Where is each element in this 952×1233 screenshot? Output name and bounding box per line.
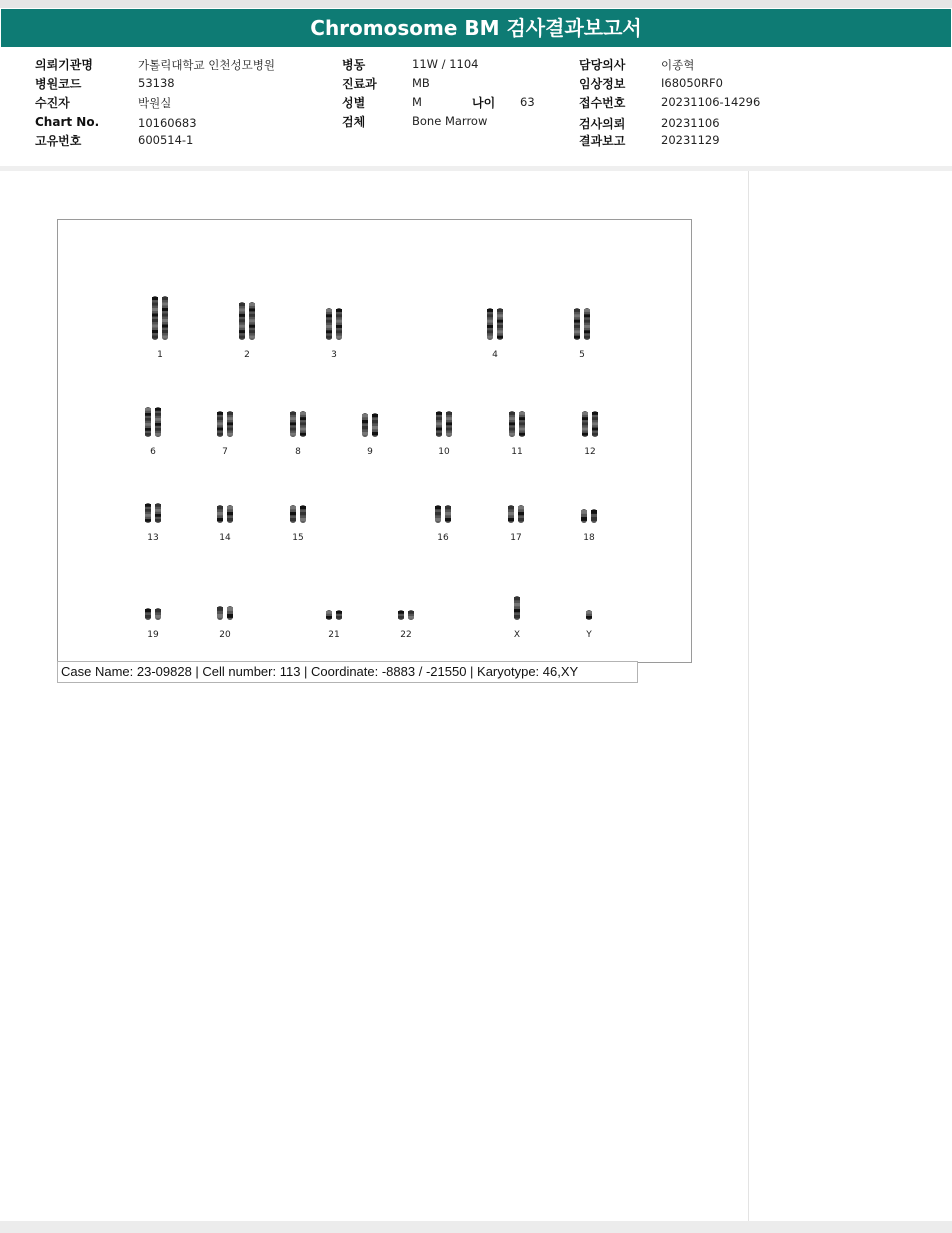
chromosome-label-22: 22 [400, 630, 412, 640]
chromosome-pair-11 [509, 411, 525, 437]
doctor-label: 담당의사 [579, 58, 626, 72]
age-label: 나이 [472, 96, 496, 110]
chromosome-label-Y: Y [586, 630, 592, 640]
recipient-label: 수진자 [35, 96, 70, 110]
chart-no-value: 10160683 [138, 116, 197, 130]
chromosome-pair-12 [582, 411, 598, 437]
chromosome-pair-13 [145, 503, 161, 523]
chromosome-pair-2 [239, 302, 255, 340]
top-border [0, 0, 952, 8]
request-date-value: 20231106 [661, 116, 720, 130]
chromosome-pair-18 [581, 509, 597, 523]
karyogram-image [57, 219, 692, 663]
chromosome-label-10: 10 [438, 447, 450, 457]
chromosome-label-6: 6 [150, 447, 156, 457]
chromosome-label-14: 14 [219, 533, 231, 543]
chromosome-label-17: 17 [510, 533, 522, 543]
institution-label: 의뢰기관명 [35, 58, 93, 72]
doctor-value: 이종혁 [661, 58, 695, 72]
chromosome-pair-3 [326, 308, 342, 340]
chromosome-pair-21 [326, 610, 342, 620]
ward-label: 병동 [342, 58, 366, 72]
chromosome-label-2: 2 [244, 350, 250, 360]
chromosome-label-15: 15 [292, 533, 304, 543]
age-value: 63 [520, 95, 535, 109]
chromosome-label-19: 19 [147, 630, 159, 640]
report-title: Chromosome BM 검사결과보고서 [1, 9, 951, 47]
chromosome-label-5: 5 [579, 350, 585, 360]
chromosome-pair-Y [586, 610, 592, 620]
chromosome-label-21: 21 [328, 630, 340, 640]
sex-label: 성별 [342, 96, 366, 110]
department-value: MB [412, 76, 430, 90]
right-panel [748, 171, 952, 1221]
recipient-value: 박원실 [138, 96, 172, 110]
chromosome-pair-8 [290, 411, 306, 437]
chromosome-label-18: 18 [583, 533, 595, 543]
receipt-no-label: 접수번호 [579, 96, 626, 110]
department-label: 진료과 [342, 77, 377, 91]
chromosome-label-12: 12 [584, 447, 596, 457]
chromosome-label-7: 7 [222, 447, 228, 457]
chromosome-pair-22 [398, 610, 414, 620]
chromosome-pair-4 [487, 308, 503, 340]
karyogram-caption: Case Name: 23-09828 | Cell number: 113 | Coordinate: -8883 / -21550 | Karyotype: 46,XY [57, 661, 638, 683]
chromosome-label-9: 9 [367, 447, 373, 457]
specimen-label: 검체 [342, 115, 366, 129]
report-date-label: 결과보고 [579, 134, 626, 148]
chromosome-pair-14 [217, 505, 233, 523]
chromosome-pair-15 [290, 505, 306, 523]
chromosome-pair-19 [145, 608, 161, 620]
chromosome-pair-6 [145, 407, 161, 437]
chromosome-pair-20 [217, 606, 233, 620]
chromosome-label-11: 11 [511, 447, 523, 457]
sex-value: M [412, 95, 422, 109]
karyogram-svg [58, 220, 691, 662]
bottom-border [0, 1221, 952, 1233]
request-date-label: 검사의뢰 [579, 117, 626, 131]
hospital-code-value: 53138 [138, 76, 175, 90]
chromosome-pair-5 [574, 308, 590, 340]
chromosome-label-8: 8 [295, 447, 301, 457]
chromosome-pair-9 [362, 413, 378, 437]
chromosome-pair-1 [152, 296, 168, 340]
chromosome-pair-17 [508, 505, 524, 523]
chromosome-pair-16 [435, 505, 451, 523]
chromosome-label-16: 16 [437, 533, 449, 543]
clinical-info-value: I68050RF0 [661, 76, 723, 90]
receipt-no-value: 20231106-14296 [661, 95, 761, 109]
chart-no-label: Chart No. [35, 115, 100, 129]
chromosome-label-3: 3 [331, 350, 337, 360]
chromosome-label-4: 4 [492, 350, 498, 360]
specimen-value: Bone Marrow [412, 114, 488, 128]
chromosome-label-1: 1 [157, 350, 163, 360]
patient-info-section [0, 48, 952, 167]
chromosome-label-20: 20 [219, 630, 231, 640]
chromosome-pair-10 [436, 411, 452, 437]
hospital-code-label: 병원코드 [35, 77, 82, 91]
chromosome-label-X: X [513, 630, 521, 640]
report-date-value: 20231129 [661, 133, 720, 147]
clinical-info-label: 임상정보 [579, 77, 626, 91]
unique-no-value: 600514-1 [138, 133, 194, 147]
unique-no-label: 고유번호 [35, 134, 82, 148]
ward-value: 11W / 1104 [412, 57, 479, 71]
institution-value: 가톨릭대학교 인천성모병원 [138, 58, 275, 72]
chromosome-pair-7 [217, 411, 233, 437]
chromosome-pair-X [514, 596, 520, 620]
chromosome-label-13: 13 [147, 533, 159, 543]
